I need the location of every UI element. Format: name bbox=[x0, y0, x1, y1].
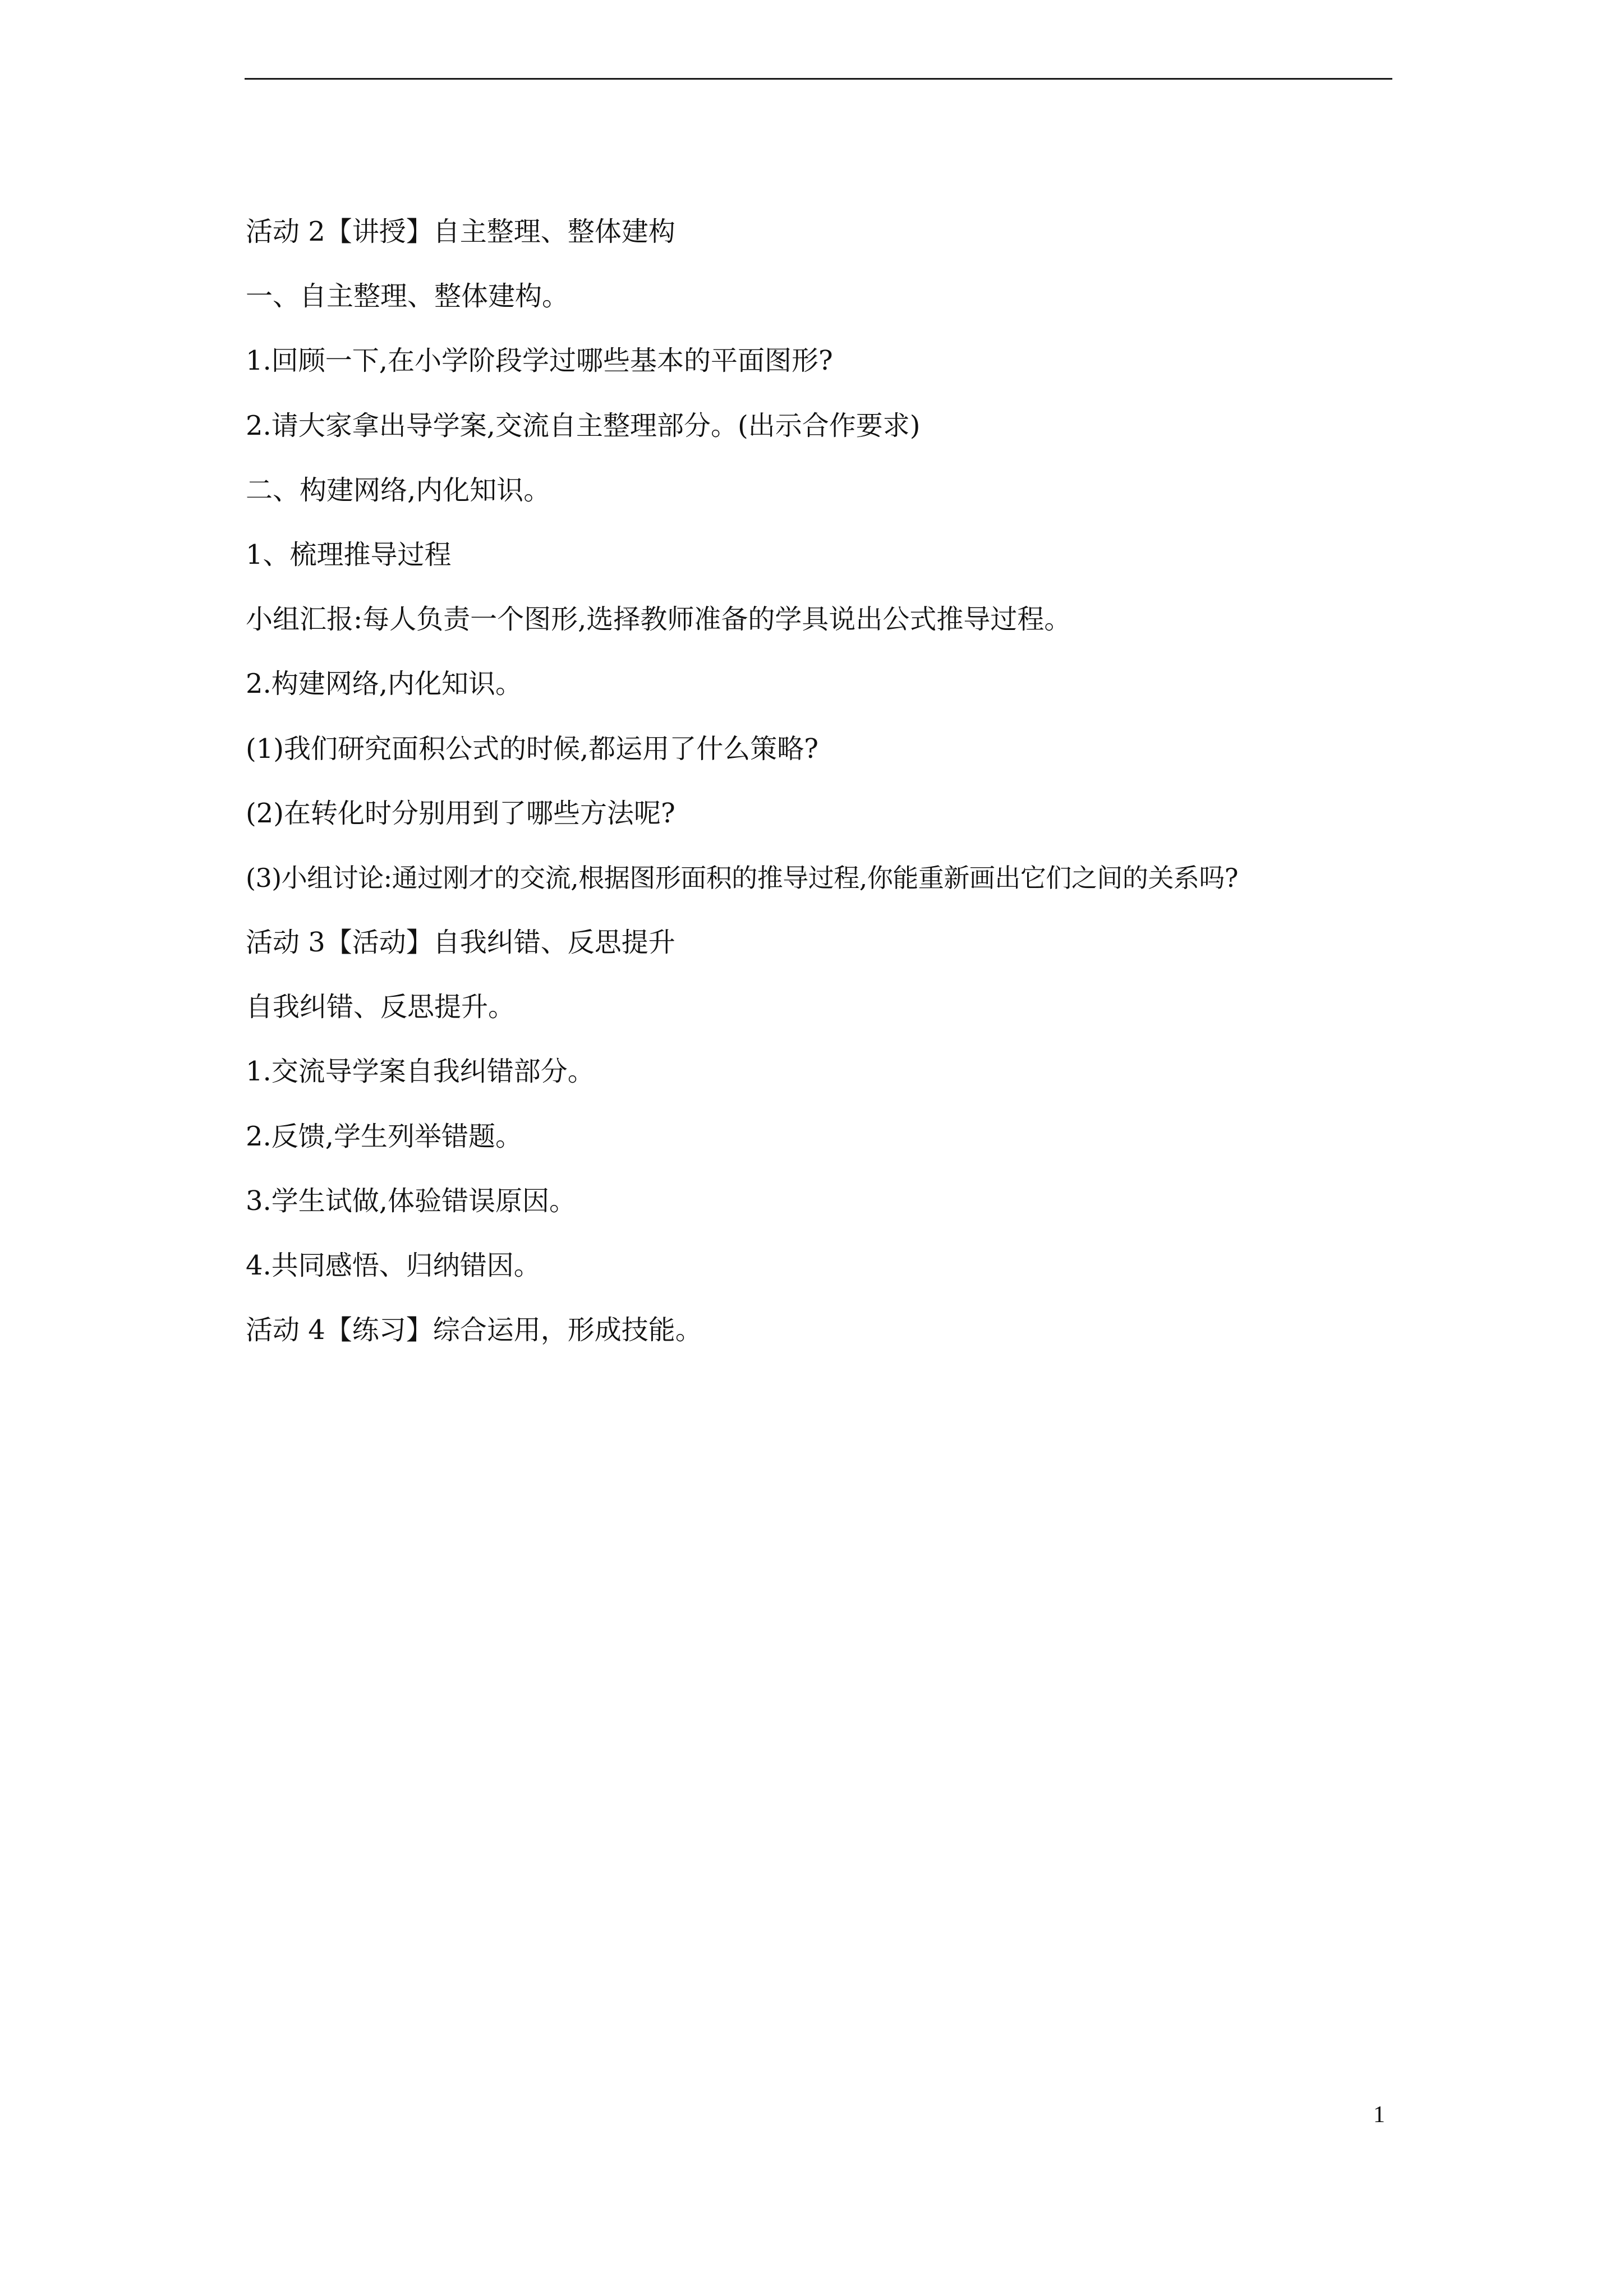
paragraph: (3)小组讨论:通过刚才的交流,根据图形面积的推导过程,你能重新画出它们之间的关系吗? bbox=[246, 862, 1239, 893]
page-number: 1 bbox=[1373, 2102, 1385, 2128]
paragraph: 4.共同感悟、归纳错因。 bbox=[246, 1250, 541, 1281]
paragraph: 1.回顾一下,在小学阶段学过哪些基本的平面图形? bbox=[246, 345, 833, 377]
heading-activity-3: 活动 3【活动】自我纠错、反思提升 bbox=[246, 927, 675, 959]
paragraph: (2)在转化时分别用到了哪些方法呢? bbox=[246, 797, 675, 829]
section-heading-1: 一、自主整理、整体建构。 bbox=[246, 280, 569, 312]
paragraph: 小组汇报:每人负责一个图形,选择教师准备的学具说出公式推导过程。 bbox=[246, 604, 1071, 636]
paragraph: 自我纠错、反思提升。 bbox=[246, 991, 516, 1023]
paragraph: 2.构建网络,内化知识。 bbox=[246, 668, 523, 700]
paragraph: 1.交流导学案自我纠错部分。 bbox=[246, 1056, 595, 1088]
document-body bbox=[246, 212, 1396, 1375]
paragraph: 3.学生试做,体验错误原因。 bbox=[246, 1185, 577, 1217]
section-heading-2: 二、构建网络,内化知识。 bbox=[246, 474, 551, 506]
paragraph: (1)我们研究面积公式的时候,都运用了什么策略? bbox=[246, 733, 818, 765]
header-rule bbox=[245, 78, 1392, 80]
heading-activity-4: 活动 4【练习】综合运用，形成技能。 bbox=[246, 1314, 702, 1346]
paragraph: 1、梳理推导过程 bbox=[246, 539, 452, 570]
paragraph: 2.请大家拿出导学案,交流自主整理部分。(出示合作要求) bbox=[246, 409, 921, 441]
paragraph: 2.反馈,学生列举错题。 bbox=[246, 1120, 523, 1152]
heading-activity-2: 活动 2【讲授】自主整理、整体建构 bbox=[246, 216, 675, 247]
